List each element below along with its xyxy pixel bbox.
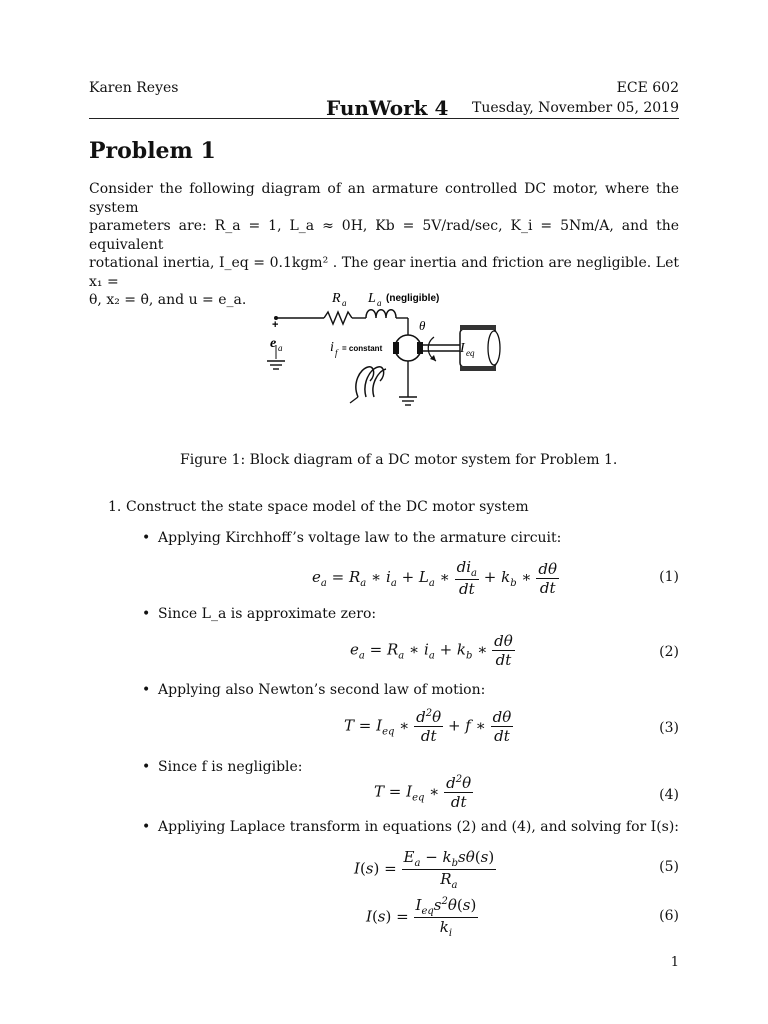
label-ea-sub: a [278, 343, 283, 353]
header-rule [89, 118, 679, 119]
label-ea: e [270, 336, 277, 351]
bullet-text-1: Applying Kirchhoff’s voltage law to the armature circuit: [158, 530, 562, 546]
equation-3: $T = I_{eq}$ ∗ $\frac{d^2\theta}{dt}$ + f ∗ $\frac{d\theta}{dt}$ [344, 708, 512, 745]
equation-1: $e_a = R_a$ ∗ $i_a + L_a$ ∗ $\frac{di_a}{dt}$ + $k_b$ ∗ $\frac{d\theta}{dt}$ [312, 558, 558, 598]
label-constant: = constant [342, 344, 383, 353]
bullet-text-3: Applying also Newton’s second law of motion: [158, 682, 486, 698]
resistor-symbol [324, 312, 352, 324]
list-item-number: 1. [108, 499, 122, 515]
intro-line-2: parameters are: R_a = 1, L_a ≈ 0H, Kb = 5V/rad/sec, K_i = 5Nm/A, and the equivalent [89, 218, 679, 253]
page-number: 1 [670, 955, 679, 970]
equation-4: $T = I_{eq}$ ∗ $\frac{d^2\theta}{dt}$ [374, 774, 472, 811]
field-coil-symbol [356, 367, 386, 397]
figure-caption: Figure 1: Block diagram of a DC motor system for Problem 1. [180, 452, 618, 468]
list-item-text: Construct the state space model of the DC motor system [126, 499, 529, 515]
label-ieq-sub: eq [466, 348, 475, 358]
inductor-symbol [366, 310, 396, 318]
bullet-text-5: Appliying Laplace transform in equations (2) and (4), and solving for I(s): [158, 819, 680, 835]
equation-5: I(s) = $\frac{E_a - k_bs\theta(s)}{R_a}$ [354, 848, 495, 891]
intro-line-1: Consider the following diagram of an armature controlled DC motor, where the system [89, 181, 679, 216]
equation-2: $e_a = R_a$ ∗ $i_a + k_b$ ∗ $\frac{d\theta}{dt}$ [350, 632, 513, 669]
bullet-marker: • [142, 759, 151, 775]
equation-number-1: (1) [659, 569, 679, 585]
bullet-marker: • [142, 819, 151, 835]
equation-number-3: (3) [659, 720, 679, 736]
author-name: Karen Reyes [89, 80, 179, 96]
problem-heading: Problem 1 [89, 138, 216, 164]
dc-motor-figure [262, 285, 512, 425]
equation-number-6: (6) [659, 908, 679, 924]
course-code: ECE 602 [616, 80, 679, 96]
label-theta: θ [419, 318, 426, 333]
label-if: i [330, 340, 334, 355]
bullet-text-4: Since f is negligible: [158, 759, 303, 775]
intro-line-3: rotational inertia, I_eq = 0.1kgm² . The gear inertia and friction are negligible. Let x₁ = [89, 255, 679, 290]
label-ra: R [332, 291, 341, 306]
label-la: L [368, 291, 376, 306]
label-ra-sub: a [342, 298, 347, 308]
intro-line-4: θ, x₂ = θ̇, and u = e_a. [89, 292, 247, 308]
label-la-sub: a [377, 298, 382, 308]
document-date: Tuesday, November 05, 2019 [472, 100, 679, 116]
bullet-marker: • [142, 530, 151, 546]
label-ieq: I [460, 341, 465, 356]
equation-number-5: (5) [659, 859, 679, 875]
bullet-marker: • [142, 682, 151, 698]
equation-number-4: (4) [659, 787, 679, 803]
label-if-sub: f [335, 348, 338, 358]
document-title: FunWork 4 [326, 96, 449, 120]
label-plus: + [272, 319, 279, 331]
equation-number-2: (2) [659, 644, 679, 660]
equation-6: I(s) = $\frac{I_{eq}s^2\theta(s)}{k_i}$ [366, 896, 477, 939]
bullet-marker: • [142, 606, 151, 622]
label-negligible: (negligible) [386, 293, 440, 304]
bullet-text-2: Since L_a is approximate zero: [158, 606, 377, 622]
